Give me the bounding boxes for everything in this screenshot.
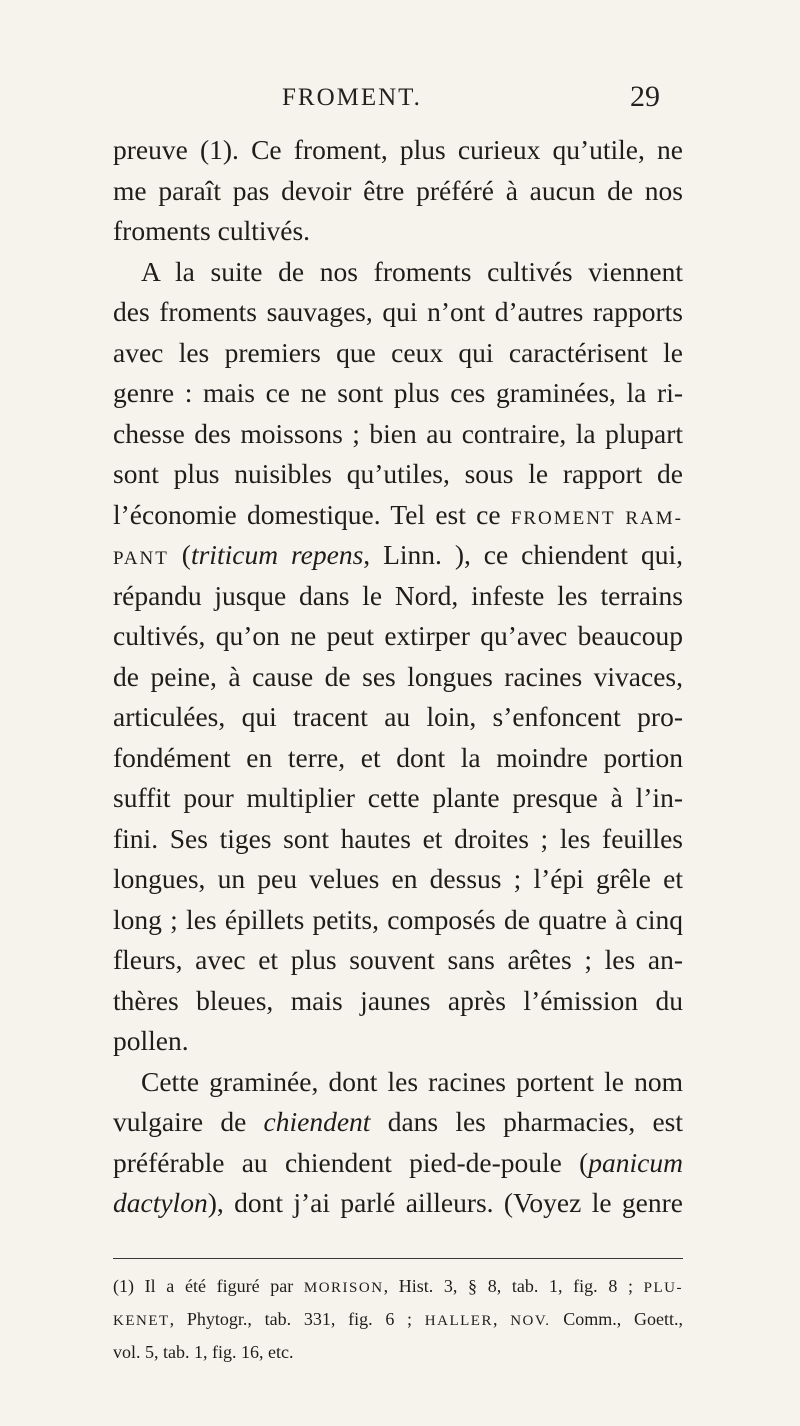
text-segment: , Linn. ), ce chiendent qui, [363, 539, 683, 570]
text-segment: ( [168, 539, 191, 570]
footnote-line-3: vol. 5, tab. 1, fig. 16, etc. [113, 1342, 294, 1362]
text-line-12: répandu jusque dans le Nord, infeste les terrains [113, 579, 683, 611]
latin-name: panicum [588, 1146, 683, 1178]
text-line-13: cultivés, qu’on ne peut extirper qu’avec beaucoup [113, 620, 683, 651]
text-line-23: pollen. [113, 1025, 189, 1056]
text-line-14: de peine, à cause de ses longues racines vivaces, [113, 660, 683, 692]
text-line-16: fondément en terre, et dont la moindre portion [113, 741, 683, 773]
text-line-2: me paraît pas devoir être préféré à aucun de nos [113, 174, 683, 206]
text-line-24: Cette graminée, dont les racines portent le nom [141, 1065, 683, 1097]
text-segment: dans les pharmacies, est [370, 1106, 684, 1137]
text-line-15: articulées, qui tracent au loin, s’enfoncent pro- [113, 701, 683, 732]
footnote-line-2 [113, 1303, 683, 1336]
text-line-1: preuve (1). Ce froment, plus curieux qu’utile, ne [113, 134, 683, 165]
text-line-10 [113, 495, 683, 536]
text-segment: préférable au chiendent pied-de-poule ( [113, 1146, 589, 1178]
text-line-25 [113, 1102, 683, 1143]
text-line-8: chesse des moissons ; bien au contraire, la plupart [113, 417, 683, 449]
author-name: KENET [113, 1313, 170, 1329]
text-line-6: avec les premiers que ceux qui caractérisent le [113, 336, 683, 368]
running-title: FROMENT. [282, 84, 422, 111]
italic-term: chiendent [263, 1106, 371, 1137]
text-line-4: A la suite de nos froments cultivés viennent [141, 255, 683, 287]
text-segment: Comm., Goett., [550, 1309, 683, 1329]
footnote-line-1 [113, 1270, 683, 1303]
text-line-19: longues, un peu velues en dessus ; l’épi grêle et [113, 863, 683, 894]
text-line-5: des froments sauvages, qui n’ont d’autres rapports [113, 296, 683, 327]
text-line-17: suffit pour multiplier cette plante presque à l’in- [113, 782, 683, 813]
text-line-9: sont plus nuisibles qu’utiles, sous le rapport de [113, 458, 683, 489]
text-segment: , Phytogr., tab. 331, fig. 6 ; [169, 1309, 425, 1329]
text-segment: (1) Il a été figuré par [113, 1276, 304, 1296]
text-line-21: fleurs, avec et plus souvent sans arêtes ; les an- [113, 944, 683, 975]
text-line-20: long ; les épillets petits, composés de quatre à cinq [113, 903, 683, 935]
text-line-26 [113, 1143, 683, 1184]
footnote [113, 1270, 683, 1369]
text-line-18: fini. Ses tiges sont hautes et droites ; les feuilles [113, 822, 683, 854]
author-name: MORISON [303, 1280, 384, 1296]
species-name-smallcaps: FROMENT RAM- [510, 507, 684, 529]
author-name: HALLER [424, 1313, 493, 1329]
text-line-3: froments cultivés. [113, 215, 311, 246]
footnote-divider [113, 1258, 683, 1259]
text-segment: ), dont j’ai parlé ailleurs. (Voyez le genre [207, 1187, 683, 1218]
body-text [113, 130, 683, 1224]
text-segment: , Hist. 3, § 8, tab. 1, fig. 8 ; [383, 1276, 644, 1296]
author-name: PLU- [643, 1280, 683, 1296]
latin-name: triticum repens [190, 539, 364, 570]
journal-abbrev: NOV. [510, 1313, 551, 1329]
running-head [0, 80, 800, 120]
text-line-7: genre : mais ce ne sont plus ces graminées, la ri- [113, 377, 683, 408]
text-line-27 [113, 1183, 683, 1224]
text-segment: vulgaire de [113, 1106, 264, 1137]
text-segment: , [492, 1309, 511, 1329]
text-line-22: thères bleues, mais jaunes après l’émission du [113, 984, 683, 1016]
species-name-smallcaps-cont: PANT [113, 548, 169, 569]
latin-name: dactylon [113, 1187, 208, 1218]
text-line-11 [113, 535, 683, 576]
text-segment: l’économie domestique. Tel est ce [113, 498, 511, 530]
page-number: 29 [630, 80, 660, 113]
